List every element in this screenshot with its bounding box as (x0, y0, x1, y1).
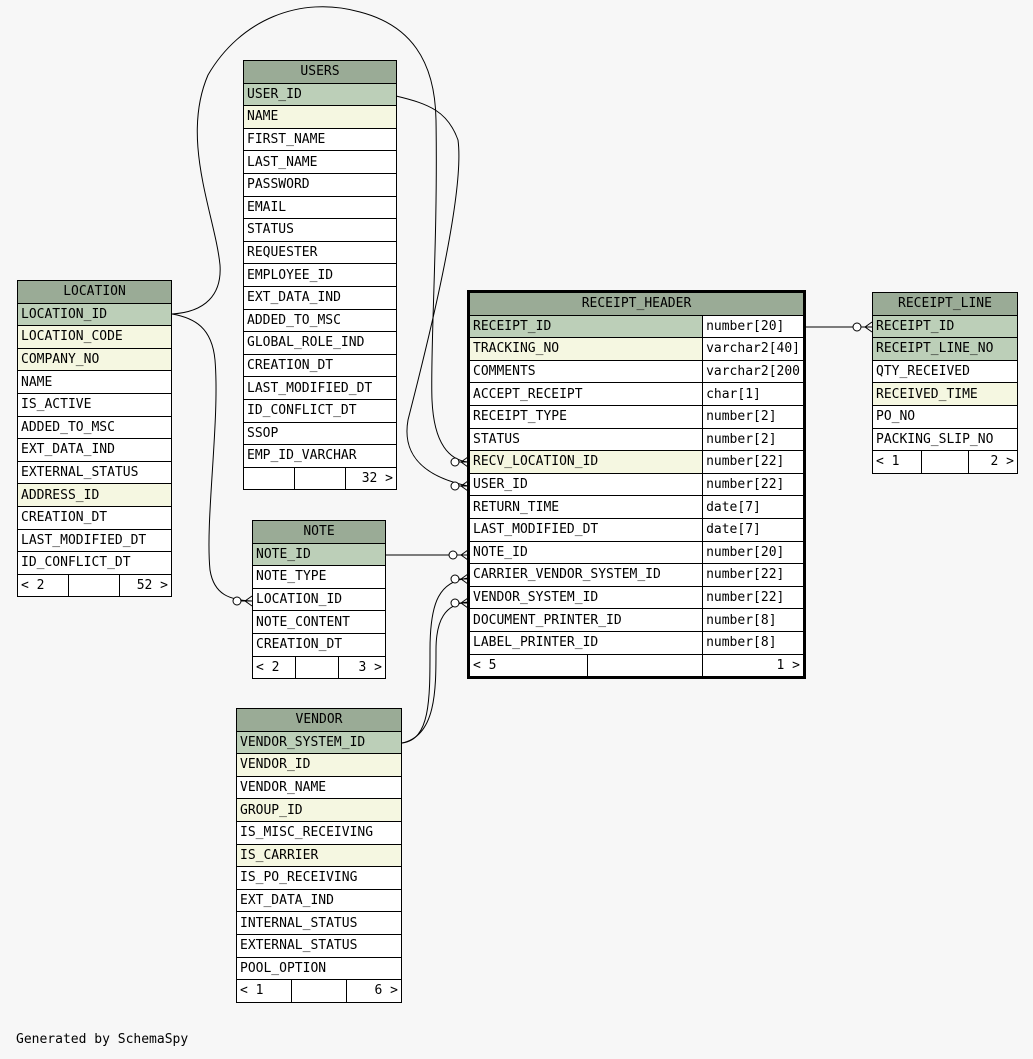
column-emp-id-varchar[interactable]: EMP_ID_VARCHAR (244, 445, 397, 468)
column-type: number[2] (703, 405, 805, 428)
table-title: VENDOR (237, 709, 402, 732)
column-id-conflict-dt[interactable]: ID_CONFLICT_DT (244, 399, 397, 422)
column-type: number[22] (703, 473, 805, 496)
table-vendor[interactable] (236, 708, 402, 1003)
footer-spacer (69, 574, 120, 597)
column-receipt-id[interactable]: RECEIPT_ID (873, 315, 1018, 338)
parents-count[interactable]: < 1 (873, 451, 922, 474)
column-password[interactable]: PASSWORD (244, 173, 397, 196)
column-last-modified-dt[interactable]: LAST_MODIFIED_DT (244, 377, 397, 400)
rel-vendor-vendor (402, 602, 468, 743)
column-note-content[interactable]: NOTE_CONTENT (253, 611, 386, 634)
table-location[interactable] (17, 280, 172, 597)
column-type: number[8] (703, 631, 805, 654)
column-po-no[interactable]: PO_NO (873, 405, 1018, 428)
column-type: number[20] (703, 315, 805, 338)
table-title: LOCATION (18, 281, 172, 304)
column-location-code[interactable]: LOCATION_CODE (18, 326, 172, 349)
column-type: number[8] (703, 609, 805, 632)
column-vendor-id[interactable]: VENDOR_ID (237, 754, 402, 777)
column-address-id[interactable]: ADDRESS_ID (18, 484, 172, 507)
rel-location-note (172, 314, 252, 601)
column-type: number[20] (703, 541, 805, 564)
column-ext-data-ind[interactable]: EXT_DATA_IND (18, 439, 172, 462)
column-creation-dt[interactable]: CREATION_DT (253, 633, 386, 656)
footer-spacer (922, 451, 969, 474)
table-title: RECEIPT_LINE (873, 293, 1018, 316)
column-id-conflict-dt[interactable]: ID_CONFLICT_DT (18, 552, 172, 575)
column-external-status[interactable]: EXTERNAL_STATUS (237, 934, 402, 957)
parents-count[interactable]: < 2 (18, 574, 69, 597)
column-user-id[interactable]: USER_ID (244, 83, 397, 106)
column-received-time[interactable]: RECEIVED_TIME (873, 383, 1018, 406)
parents-count[interactable]: < 1 (237, 980, 292, 1003)
column-external-status[interactable]: EXTERNAL_STATUS (18, 461, 172, 484)
parents-count[interactable]: < 5 (469, 654, 588, 678)
column-type: number[22] (703, 564, 805, 587)
column-type: number[22] (703, 451, 805, 474)
column-accept-receipt[interactable]: ACCEPT_RECEIPT (469, 383, 703, 406)
column-type: date[7] (703, 496, 805, 519)
column-vendor-name[interactable]: VENDOR_NAME (237, 776, 402, 799)
column-user-id[interactable]: USER_ID (469, 473, 703, 496)
footer-spacer (296, 656, 339, 679)
column-global-role-ind[interactable]: GLOBAL_ROLE_IND (244, 332, 397, 355)
column-type: number[22] (703, 586, 805, 609)
column-first-name[interactable]: FIRST_NAME (244, 128, 397, 151)
column-ssop[interactable]: SSOP (244, 422, 397, 445)
column-name[interactable]: NAME (18, 371, 172, 394)
parents-count[interactable]: < 2 (253, 656, 296, 679)
column-requester[interactable]: REQUESTER (244, 241, 397, 264)
column-status[interactable]: STATUS (244, 219, 397, 242)
column-qty-received[interactable]: QTY_RECEIVED (873, 360, 1018, 383)
column-type: number[2] (703, 428, 805, 451)
table-title: USERS (244, 61, 397, 84)
column-ext-data-ind[interactable]: EXT_DATA_IND (237, 889, 402, 912)
column-recv-location-id[interactable]: RECV_LOCATION_ID (469, 451, 703, 474)
column-note-id[interactable]: NOTE_ID (253, 543, 386, 566)
column-location-id[interactable]: LOCATION_ID (18, 303, 172, 326)
column-type: char[1] (703, 383, 805, 406)
column-last-name[interactable]: LAST_NAME (244, 151, 397, 174)
children-count[interactable]: 1 > (703, 654, 805, 678)
column-internal-status[interactable]: INTERNAL_STATUS (237, 912, 402, 935)
column-email[interactable]: EMAIL (244, 196, 397, 219)
children-count[interactable]: 3 > (339, 656, 386, 679)
column-note-id[interactable]: NOTE_ID (469, 541, 703, 564)
column-status[interactable]: STATUS (469, 428, 703, 451)
table-receipt-line[interactable] (872, 292, 1018, 474)
column-employee-id[interactable]: EMPLOYEE_ID (244, 264, 397, 287)
footer-spacer (588, 654, 703, 678)
column-return-time[interactable]: RETURN_TIME (469, 496, 703, 519)
column-note-type[interactable]: NOTE_TYPE (253, 566, 386, 589)
column-receipt-id[interactable]: RECEIPT_ID (469, 315, 703, 338)
column-vendor-system-id[interactable]: VENDOR_SYSTEM_ID (237, 731, 402, 754)
children-count[interactable]: 52 > (120, 574, 172, 597)
column-group-id[interactable]: GROUP_ID (237, 799, 402, 822)
column-pool-option[interactable]: POOL_OPTION (237, 957, 402, 980)
column-is-carrier[interactable]: IS_CARRIER (237, 844, 402, 867)
table-note[interactable] (252, 520, 386, 679)
footer-spacer (292, 980, 347, 1003)
column-creation-dt[interactable]: CREATION_DT (244, 354, 397, 377)
rel-users-receipt-header (396, 96, 468, 486)
column-carrier-vendor-system-id[interactable]: CARRIER_VENDOR_SYSTEM_ID (469, 564, 703, 587)
column-type: varchar2[40] (703, 338, 805, 361)
column-ext-data-ind[interactable]: EXT_DATA_IND (244, 286, 397, 309)
column-type: date[7] (703, 518, 805, 541)
children-count[interactable]: 32 > (346, 467, 397, 490)
table-title: NOTE (253, 521, 386, 544)
column-receipt-line-no[interactable]: RECEIPT_LINE_NO (873, 338, 1018, 361)
column-document-printer-id[interactable]: DOCUMENT_PRINTER_ID (469, 609, 703, 632)
column-is-active[interactable]: IS_ACTIVE (18, 393, 172, 416)
column-tracking-no[interactable]: TRACKING_NO (469, 338, 703, 361)
table-users[interactable] (243, 60, 397, 490)
column-receipt-type[interactable]: RECEIPT_TYPE (469, 405, 703, 428)
column-last-modified-dt[interactable]: LAST_MODIFIED_DT (469, 518, 703, 541)
column-location-id[interactable]: LOCATION_ID (253, 588, 386, 611)
column-creation-dt[interactable]: CREATION_DT (18, 506, 172, 529)
table-title: RECEIPT_HEADER (469, 292, 805, 316)
table-receipt-header[interactable] (467, 290, 806, 679)
footer-spacer (295, 467, 346, 490)
column-label-printer-id[interactable]: LABEL_PRINTER_ID (469, 631, 703, 654)
column-name[interactable]: NAME (244, 106, 397, 129)
column-is-misc-receiving[interactable]: IS_MISC_RECEIVING (237, 821, 402, 844)
column-comments[interactable]: COMMENTS (469, 360, 703, 383)
column-added-to-msc[interactable]: ADDED_TO_MSC (18, 416, 172, 439)
children-count[interactable]: 6 > (347, 980, 402, 1003)
column-vendor-system-id[interactable]: VENDOR_SYSTEM_ID (469, 586, 703, 609)
column-packing-slip-no[interactable]: PACKING_SLIP_NO (873, 428, 1018, 451)
column-company-no[interactable]: COMPANY_NO (18, 348, 172, 371)
generated-by-footer: Generated by SchemaSpy (16, 1032, 189, 1047)
children-count[interactable]: 2 > (969, 451, 1018, 474)
column-added-to-msc[interactable]: ADDED_TO_MSC (244, 309, 397, 332)
column-last-modified-dt[interactable]: LAST_MODIFIED_DT (18, 529, 172, 552)
column-is-po-receiving[interactable]: IS_PO_RECEIVING (237, 867, 402, 890)
parents-count[interactable] (244, 467, 295, 490)
column-type: varchar2[200 (703, 360, 805, 383)
